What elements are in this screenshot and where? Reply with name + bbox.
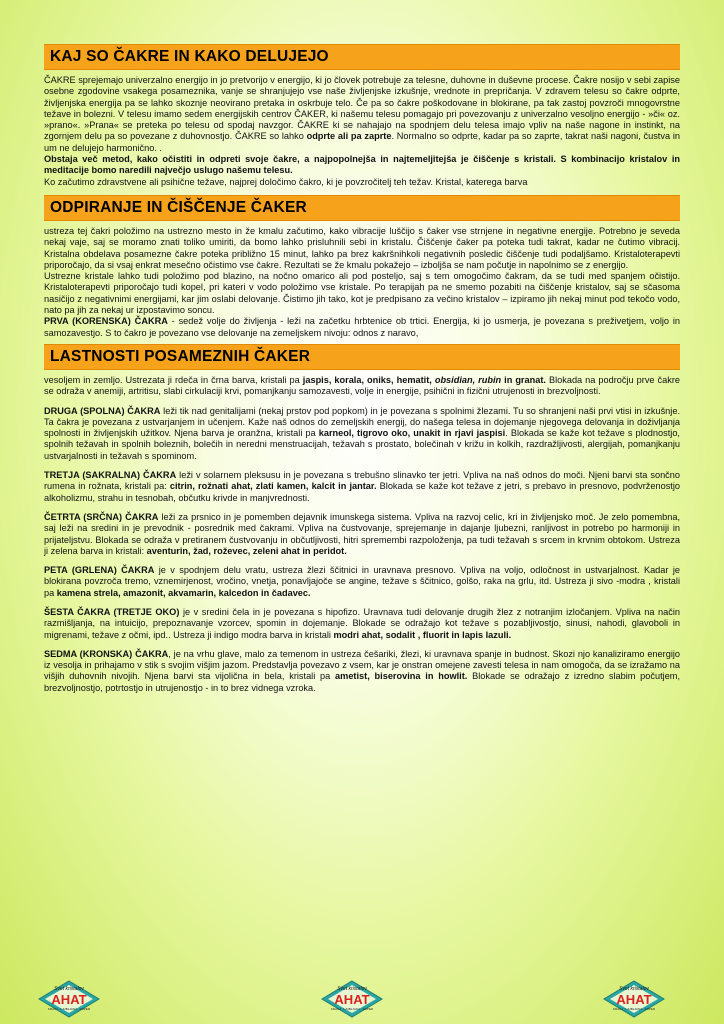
paragraph: PRVA (KORENSKA) ČAKRA - sedež volje do življenja - leži na začetku hrbtenice ob trtici. Energija, ki jo usmerja, je povezana s preživetjem, voljo in samozavestjo. S to čakro je povezano vse delovanje na zemeljskem nivoju: odnos z naravo, (44, 316, 680, 338)
paragraph: Ko začutimo zdravstvene ali psihične težave, najprej določimo čakro, ki je povzročitelj teh težav. Kristal, katerega barva (44, 176, 528, 187)
paragraph-sedma: SEDMA (KRONSKA) ČAKRA, je na vrhu glave, malo za temenom in ustreza češariki, žlezi, ki uravnava spanje in budnost. Skozi njo kanaliziramo energijo iz vesolja in prihajamo v stik s svojim višjim jazom. Predstavlja povezavo z vsem, kar je onstran omejene zavesti telesa in nam omogoča, da se izražamo na višjih duhovnih nivojih. Njena barvi sta vijolična in bela, kristali pa ametist, biserovina in howlit. Blokade se odražajo z izredno slabim počutjem, brezvoljnostjo, potrtostjo in utrujenostjo - in to brez vidnega vzroka. (44, 648, 681, 693)
paragraph: ČAKRE sprejemajo univerzalno energijo in jo pretvorijo v energijo, ki jo človek potrebuje za telesne, duhovne in duševne procese. Čakre nosijo v sebi zapise osebne zgodovine vsakega posameznika, vanje se shranjujejo vse naše življenjske izkušnje, vrednote in prepričanja. V zdravem telesu so čakre odprte, življenjska energija pa se lahko skoznje neovirano pretaka in oskrbuje telo. Če pa so čakre poškodovane in blokirane, pa tak zastoj povzroči mnogovrstne težave in bolezni. V telesu imamo sedem energijskih centrov ČAKER, ki našemu telesu pomagajo pri povezovanju z univerzalno vesoljno energijo - »či« oz. »prano«. »Prana« se preteka po telesu od spodaj navzgor. ČAKRE ki se nahajajo na spodnjem delu telesa imajo vpliv na naše nagone in instinkt, na zgornjem delu pa so povezane z duhovnostjo. ČAKRE so lahko odprte ali pa zaprte. Normalno so odprte, kadar pa so zaprte, takrat naši nagoni, čustva in um ne delujejo harmonično. . (44, 75, 680, 153)
svg-text:KRANJ · LJUBLJANA · KOPER: KRANJ · LJUBLJANA · KOPER (47, 1007, 91, 1011)
svg-text:AHAT: AHAT (616, 992, 652, 1007)
paragraph: Ustrezne kristale lahko tudi položimo pod blazino, na nočno omarico ali pod posteljo, saj s tem omogočimo čakram, da se tudi med spanjem očistijo. Kristaloterapevti priporočajo tudi kopel, pri kateri v vodo položimo vse kristale. Po terapijah pa ne smemo pozabiti na čiščenje kristalov, saj se sčasoma nasičijo z negativnimi energijami, kar jim oslabi delovanje. Čistimo jih tako, kot je predpisano za večino kristalov – izpiramo jih nekaj minut pod tekočo vodo, nato pa jih za nekaj ur izpostavimo soncu. (44, 271, 680, 316)
section-header-lastnosti: LASTNOSTI POSAMEZNIH ČAKER (44, 344, 680, 370)
svg-text:AHAT: AHAT (334, 992, 370, 1007)
footer-logos (0, 980, 724, 1020)
paragraph-druga: DRUGA (SPOLNA) ČAKRA leži tik nad genitalijami (nekaj prstov pod popkom) in je povezana s spolnimi žlezami. Tu so shranjeni naši prvi vtisi in izkušnje. Ta čakra je povezana z ustvarjanjem in učenjem. Kaže naš odnos do zemeljskih energij, do našega telesa in dojemanje njegovega delovanja in doživljanja spolnosti in življenjskih užitkov. Njena barva je oranžna, kristali pa karneol, tigrovo oko, unakit in rjavi jaspisi. Blokada se kaže kot težave s plodnostjo, spolnih težavah in spolnih boleznih, bolečih in neredni menstruacijah, težavah s prostato, bolečinah v križu in kolkih, razdražljivosti, alergijah, pomanjkanju ustvarjalnosti in težavah s spominom. (44, 405, 680, 461)
paragraph: ustreza tej čakri položimo na ustrezno mesto in že kmalu začutimo, kako vibracije luščijo s čaker vse strnjene in negativne energije. Potrebno je seveda nekaj vaje, saj se moramo znati toliko umiriti, da bomo lahko prisluhnili sebi in kristalu. Čiščenje čaker pa poteka tudi takrat, kadar ne čutimo vibracij. Kristalna obdelava posamezne čakre poteka približno 15 minut, lahko pa brez kakršnihkoli negativnih posledic čiščenje tudi podaljšamo. Kristaloterapevti priporočajo, da si vsaj enkrat mesečno očistimo vse čakre. Rezultati se že kmalu pokažejo – izboljša se nam počutje in napolnimo se z energijo. (44, 225, 680, 270)
svg-text:Svet kristalov: Svet kristalov (337, 986, 367, 992)
paragraph-cetrta: ČETRTA (SRČNA) ČAKRA leži za prsnico in je pomemben dejavnik imunskega sistema. Vpliva na razvoj celic, kri in življenjsko moč. Je zelo pomembna, saj leži na sredini in je prevodnik - posrednik med čakrami. Vpliva na čustvovanje, sprejemanje in dajanje ljubezni, ranljivost in potrebo po harmoniji in prijateljstvu. Blokada se odraža v pretiranem čustvovanju in občutljivosti, hitri spremembi razpoloženja, pa tudi težavah s srcem in krvnim obtokom. Ustreza ji zelena barva in kristali: aventurin, žad, roževec, zeleni ahat in peridot. (44, 511, 680, 556)
document-page (44, 44, 680, 694)
svg-text:KRANJ · LJUBLJANA · KOPER: KRANJ · LJUBLJANA · KOPER (612, 1007, 656, 1011)
paragraph-prva: vesoljem in zemljo. Ustrezata ji rdeča in črna barva, kristali pa jaspis, korala, oniks, hematit, obsidian, rubin in granat. Blokada na področju prve čakre se odraža v anemiji, artritisu, slabi cirkulaciji krvi, pomanjkanju samozavesti, volje in energije, psihični in fizični utrujenosti in brezvoljnosti. (44, 374, 680, 397)
svg-text:Svet kristalov: Svet kristalov (619, 986, 649, 992)
paragraph-bold: Obstaja več metod, kako očistiti in odpreti svoje čakre, a najpopolnejša in najtemeljitejša je čiščenje s kristali. S kombinacijo kristalov in meditacije bomo naredili največjo uslugo našemu telesu. (44, 154, 680, 176)
section-header-kaj-so-cakre: KAJ SO ČAKRE IN KAKO DELUJEJO (44, 44, 680, 70)
ahat-logo-icon (38, 980, 100, 1018)
svg-text:Svet kristalov: Svet kristalov (54, 986, 84, 992)
svg-text:AHAT: AHAT (51, 992, 87, 1007)
paragraph-peta: PETA (GRLENA) ČAKRA je v spodnjem delu vratu, ustreza žlezi ščitnici in uravnava presnovo. Vpliva na voljo, odločnost in ustvarjalnost. Kadar je blokirana povzroča tremo, vznemirjenost, vročino, vnetja, ponavljajoče se angine, težave s ščitnico, golšo, raka na grlu, itd. Ustreza ji sivo -modra , kristali pa kamena strela, amazonit, akvamarin, kalcedon in čadavec. (44, 565, 680, 598)
ahat-logo-icon (321, 980, 383, 1018)
paragraph-sesta: ŠESTA ČAKRA (TRETJE OKO) je v sredini čela in je povezana s hipofizo. Uravnava tudi delovanje drugih žlez z notranjim izločanjem. Vpliva na način razmišljanja, na intuicijo, prepoznavanje vzorcev, spomin in dojemanje. Blokade se odražajo kot težave s pozabljivostjo, sinusi, nahodi, glavoboli in migrenami, težave z očmi, ipd.. Ustreza ji indigo modra barva in kristali modri ahat, sodalit , fluorit in lapis lazuli. (44, 606, 680, 640)
paragraph-tretja: TRETJA (SAKRALNA) ČAKRA leži v solarnem pleksusu in je povezana s trebušno slinavko ter jetri. Vpliva na naš odnos do moči. Njeni barvi sta sončno rumena in rožnata, kristali pa: citrin, rožnati ahat, zlati kamen, kalcit in jantar. Blokada se kaže kot težave z jetri, s prebavo in presnovo, podvrženostjo alkoholizmu, strahu in tesnobah, občutku krivde in manjvrednosti. (44, 470, 680, 503)
ahat-logo-icon (603, 980, 665, 1018)
svg-text:KRANJ · LJUBLJANA · KOPER: KRANJ · LJUBLJANA · KOPER (330, 1007, 374, 1011)
section-header-odpiranje: ODPIRANJE IN ČIŠČENJE ČAKER (44, 195, 680, 221)
